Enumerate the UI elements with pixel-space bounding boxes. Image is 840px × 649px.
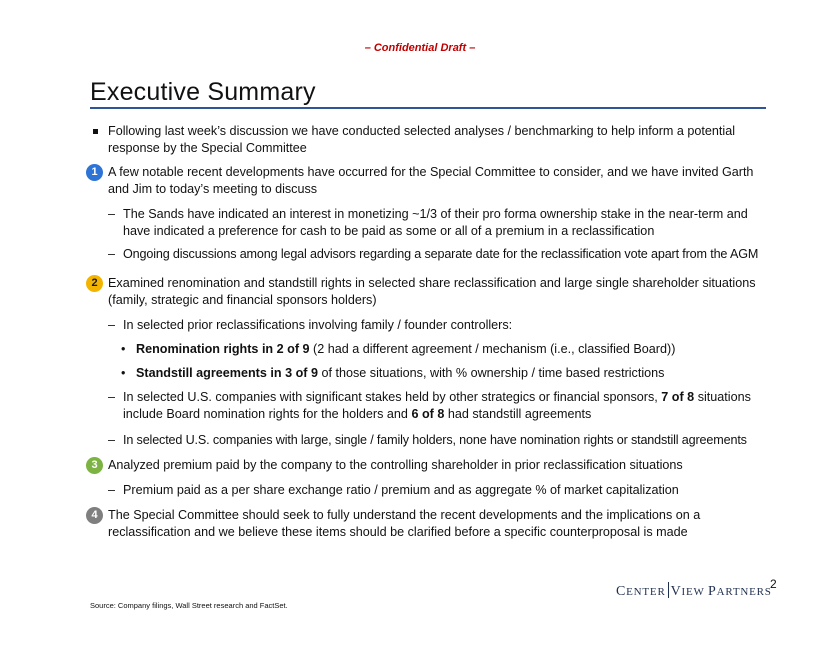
- point-4-text: The Special Committee should seek to fully understand the recent developments and the implications on a reclassification and we believe these items should be clarified before a specific counterproposal is made: [108, 508, 701, 539]
- point-2-sub-3: In selected U.S. companies with large, single / family holders, none have nomination rights or standstill agreements: [123, 433, 747, 447]
- dash-bullet-icon: –: [108, 483, 116, 497]
- square-bullet-icon: [93, 129, 98, 134]
- point-2-text: Examined renomination and standstill rights in selected share reclassification and large single shareholder situations (family, strategic and financial sponsors holders): [108, 276, 756, 307]
- dash-bullet-icon: –: [108, 433, 116, 447]
- point-4-number-badge: 4: [86, 507, 103, 524]
- point-2-sub-2: [123, 389, 769, 423]
- dash-bullet-icon: –: [108, 207, 116, 221]
- dot-bullet-icon: •: [121, 342, 126, 356]
- dash-bullet-icon: –: [108, 247, 116, 261]
- point-2-sub-2-part-e: had standstill agreements: [444, 407, 592, 421]
- point-1-sub-2: Ongoing discussions among legal advisors regarding a separate date for the reclassification vote apart from the AGM: [123, 247, 759, 261]
- point-2-sub-2-part-a: In selected U.S. companies with significant stakes held by other strategics or financial sponsors,: [123, 390, 662, 404]
- centerview-partners-logo: CENTER VIEW PARTNERS: [616, 584, 772, 599]
- standstill-agreements-detail: of those situations, with % ownership / time based restrictions: [317, 366, 665, 380]
- dot-bullet-icon: •: [121, 366, 126, 380]
- point-3-number-badge: 3: [86, 457, 103, 474]
- point-1-text: A few notable recent developments have occurred for the Special Committee to consider, and we have invited Garth and Jim to today’s meeting to discuss: [108, 165, 754, 196]
- source-note: Source: Company filings, Wall Street research and FactSet.: [90, 601, 288, 610]
- renomination-rights-detail: (2 had a different agreement / mechanism (i.e., classified Board)): [309, 342, 676, 356]
- nomination-rights-count: 7 of 8: [661, 390, 695, 404]
- standstill-agreements-highlight: Standstill agreements in 3 of 9: [136, 366, 318, 380]
- point-3-text: Analyzed premium paid by the company to the controlling shareholder in prior reclassification situations: [108, 458, 683, 472]
- dash-bullet-icon: –: [108, 318, 116, 332]
- point-2-number-badge: 2: [86, 275, 103, 292]
- point-2-sub-1: In selected prior reclassifications involving family / founder controllers:: [123, 318, 513, 332]
- point-2-bullet-1: [136, 341, 675, 358]
- confidential-draft-label: – Confidential Draft –: [364, 42, 476, 54]
- renomination-rights-highlight: Renomination rights in 2 of 9: [136, 342, 310, 356]
- page-number: 2: [770, 577, 777, 591]
- standstill-count: 6 of 8: [411, 407, 445, 421]
- dash-bullet-icon: –: [108, 390, 116, 404]
- point-2-sub-2-part-c: situations include Board nomination rights for the holders and: [123, 390, 751, 421]
- intro-text: Following last week’s discussion we have conducted selected analyses / benchmarking to help inform a potential response by the Special Committee: [108, 124, 736, 155]
- title-underline: [90, 107, 766, 109]
- point-3-sub: Premium paid as a per share exchange ratio / premium and as aggregate % of market capitalization: [123, 483, 679, 497]
- page-title: Executive Summary: [90, 78, 316, 106]
- point-1-number-badge: 1: [86, 164, 103, 181]
- point-1-sub-1: The Sands have indicated an interest in monetizing ~1/3 of their pro forma ownership stake in the near-term and have indicated a preference for cash to be paid as some or all of a premium in a reclassification: [123, 207, 748, 238]
- point-2-bullet-2: [136, 365, 664, 382]
